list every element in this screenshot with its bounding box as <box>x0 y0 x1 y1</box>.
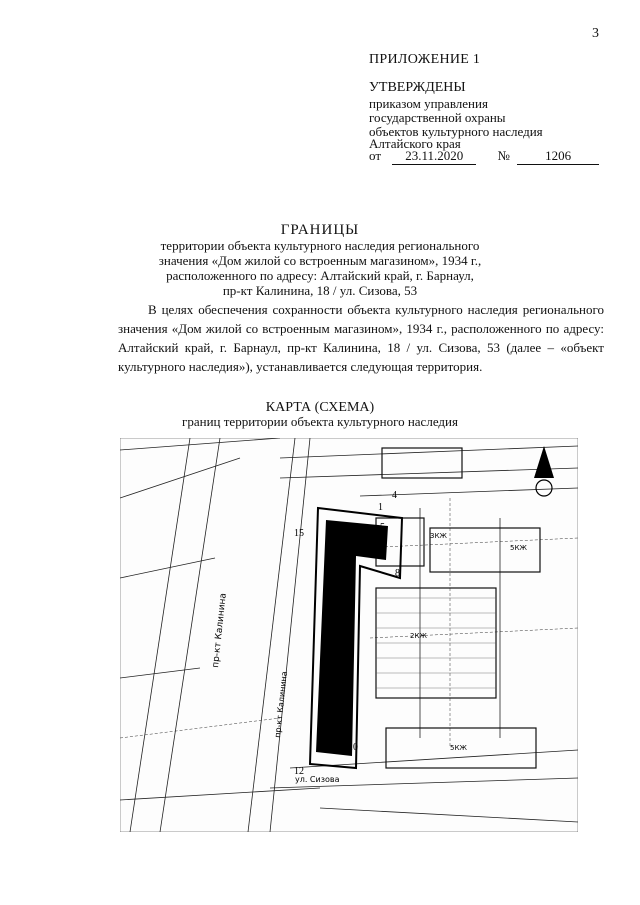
point-label: 4 <box>392 490 397 501</box>
approval-date: 23.11.2020 <box>392 148 476 165</box>
approval-line: приказом управления <box>369 96 488 111</box>
approval-line: государственной охраны <box>369 110 506 125</box>
subtitle-line: территории объекта культурного наследия регионального <box>160 238 480 253</box>
street-label: пр-кт Калинина <box>211 592 229 669</box>
building-label: 5КЖ <box>450 744 467 752</box>
street-label: пр-кт Калинина <box>273 670 289 739</box>
building-label: 2КЖ <box>410 632 427 640</box>
body-paragraph <box>118 300 604 376</box>
approval-title: УТВЕРЖДЕНЫ <box>369 80 466 95</box>
document-subtitle <box>120 238 520 298</box>
point-label: 15 <box>294 528 304 539</box>
subtitle-line: пр-кт Калинина, 18 / ул. Сизова, 53 <box>222 283 418 298</box>
approval-date-line <box>369 148 599 165</box>
point-label: 10 <box>348 742 358 753</box>
point-label: 12 <box>294 766 304 777</box>
approval-line: объектов культурного наследия <box>369 124 543 139</box>
appendix-label: ПРИЛОЖЕНИЕ 1 <box>369 52 481 67</box>
subtitle-line: расположенного по адресу: Алтайский край, г. Барнаул, <box>166 268 474 283</box>
point-label: 5 <box>380 522 385 533</box>
date-prefix: от <box>369 148 382 163</box>
approval-line: Алтайского края <box>369 136 461 151</box>
street-label: ул. Сизова <box>295 775 340 784</box>
building-label: 3КЖ <box>430 532 447 540</box>
page-number: 3 <box>592 26 599 41</box>
building-label: 5КЖ <box>510 544 527 552</box>
subtitle-line: значения «Дом жилой со встроенным магазином», 1934 г., <box>158 253 482 268</box>
paragraph-text: В целях обеспечения сохранности объекта культурного наследия регионального значения «Дом жилой со встроенным магазином», 1934 г., расположенного по адресу: Алтайский край, г. Барнаул, пр-кт Калинина, 18 / ул. Сизова, 53 (далее – «объект культурного наследия»), устанавливается следующая территория. <box>118 302 604 374</box>
number-prefix: № <box>497 148 510 163</box>
point-label: 8 <box>395 568 400 579</box>
map-title: КАРТА (СХЕМА) <box>265 400 375 415</box>
point-label: 1 <box>378 502 383 513</box>
boundary-map <box>120 438 578 832</box>
map-subtitle: границ территории объекта культурного наследия <box>182 414 458 429</box>
document-title: ГРАНИЦЫ <box>280 222 360 238</box>
approval-number: 1206 <box>517 148 599 165</box>
